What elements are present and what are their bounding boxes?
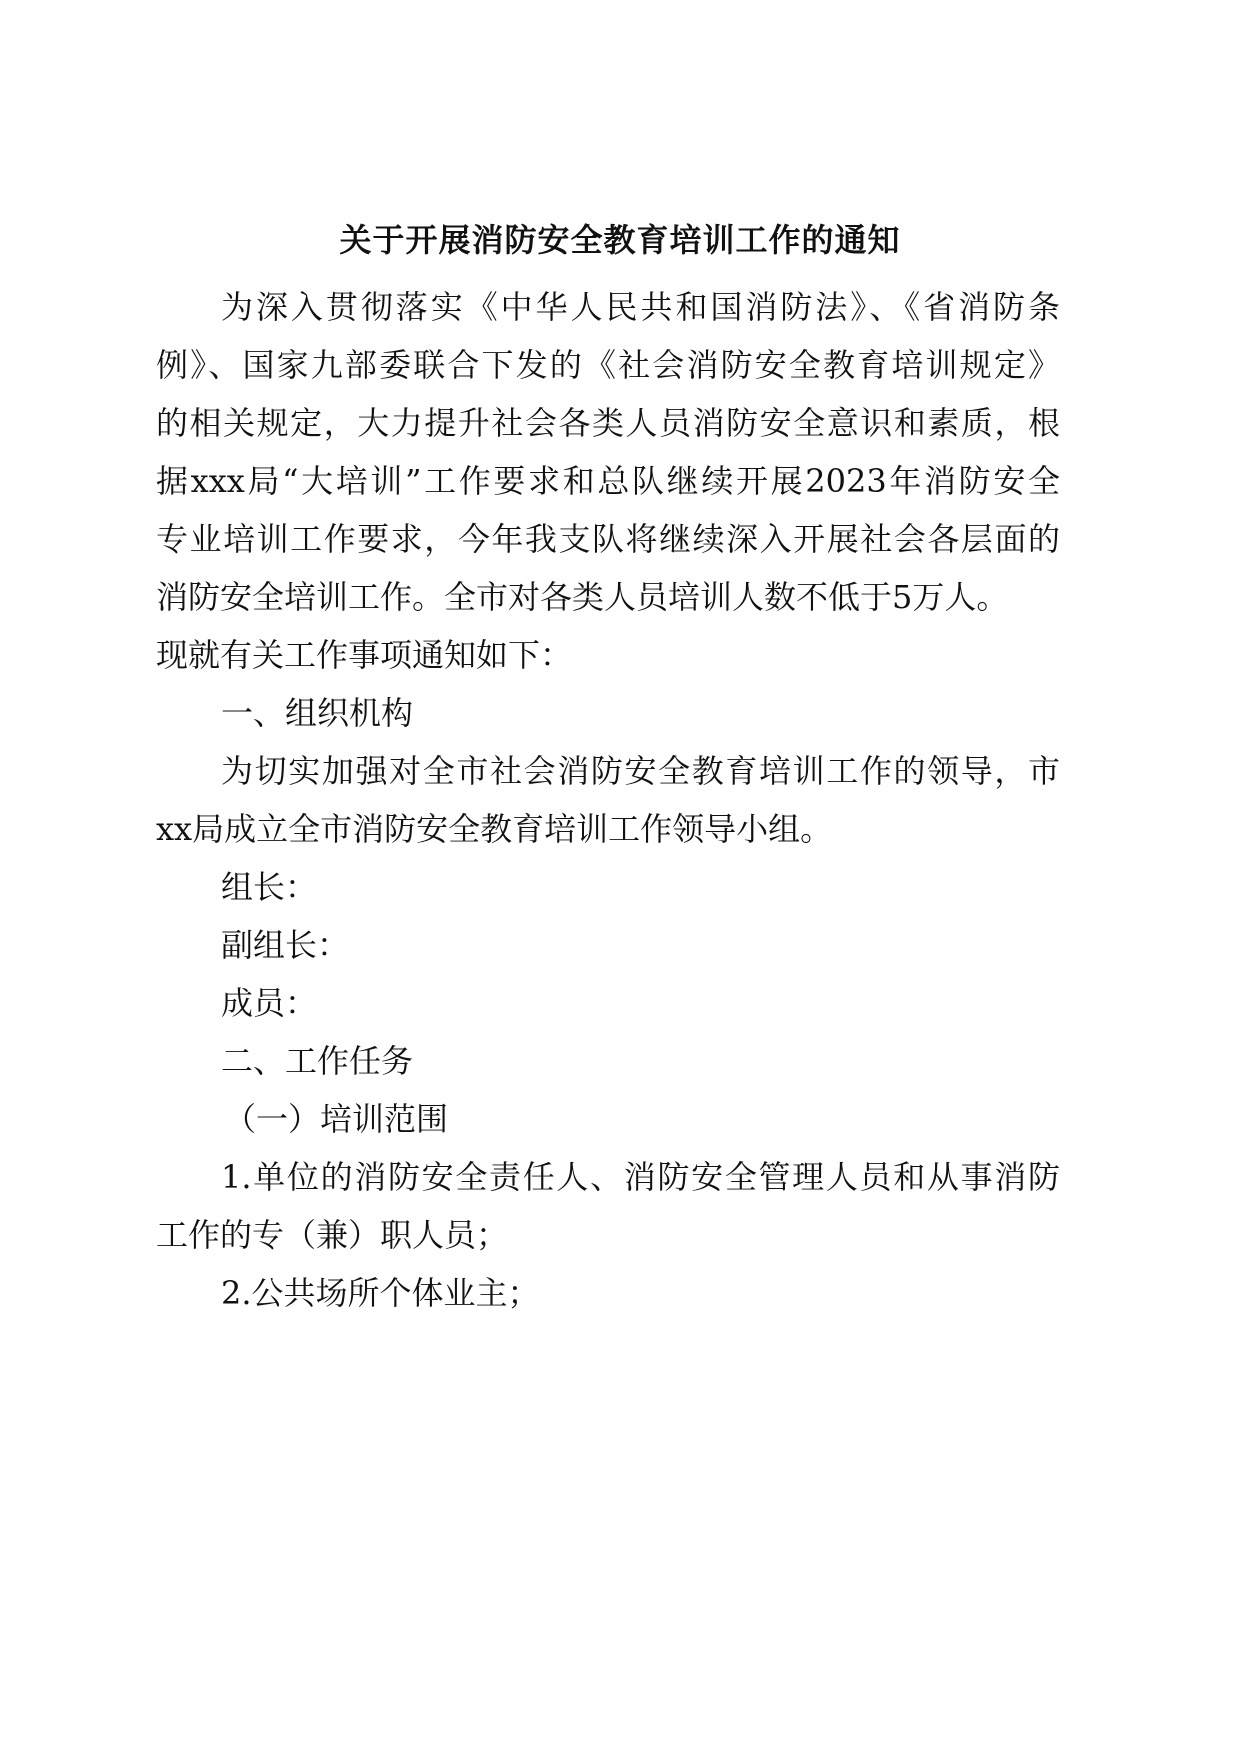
- intro-line-1: 为深入贯彻落实《中华人民共和国消防法》、《省消防条: [221, 288, 1060, 326]
- intro-line-2: 例》、国家九部委联合下发的《社会消防安全教育培训规定》: [156, 346, 1060, 384]
- members-label: 成员：: [221, 984, 318, 1022]
- intro-line-7: 现就有关工作事项通知如下：: [156, 636, 573, 674]
- section-1-line-2: xx局成立全市消防安全教育培训工作领导小组。: [156, 810, 833, 848]
- subsection-1-heading: （一）培训范围: [224, 1100, 449, 1138]
- intro-line-4: 据xxx局“大培训”工作要求和总队继续开展2023年消防安全: [156, 462, 1060, 500]
- item-1-line-2: 工作的专（兼）职人员；: [156, 1216, 509, 1254]
- leader-label: 组长：: [221, 868, 318, 906]
- item-2: 2.公共场所个体业主；: [221, 1274, 540, 1312]
- deputy-leader-label: 副组长：: [221, 926, 350, 964]
- item-1-line-1: 1.单位的消防安全责任人、消防安全管理人员和从事消防: [221, 1158, 1060, 1196]
- intro-line-3: 的相关规定，大力提升社会各类人员消防安全意识和素质，根: [156, 404, 1060, 442]
- section-1-heading: 一、组织机构: [221, 694, 414, 732]
- section-1-line-1: 为切实加强对全市社会消防安全教育培训工作的领导，市: [221, 752, 1060, 790]
- section-2-heading: 二、工作任务: [221, 1042, 414, 1080]
- document-title: 关于开展消防安全教育培训工作的通知: [339, 221, 901, 259]
- intro-line-5: 专业培训工作要求，今年我支队将继续深入开展社会各层面的: [156, 520, 1060, 558]
- intro-line-6: 消防安全培训工作。全市对各类人员培训人数不低于5万人。: [156, 578, 1009, 616]
